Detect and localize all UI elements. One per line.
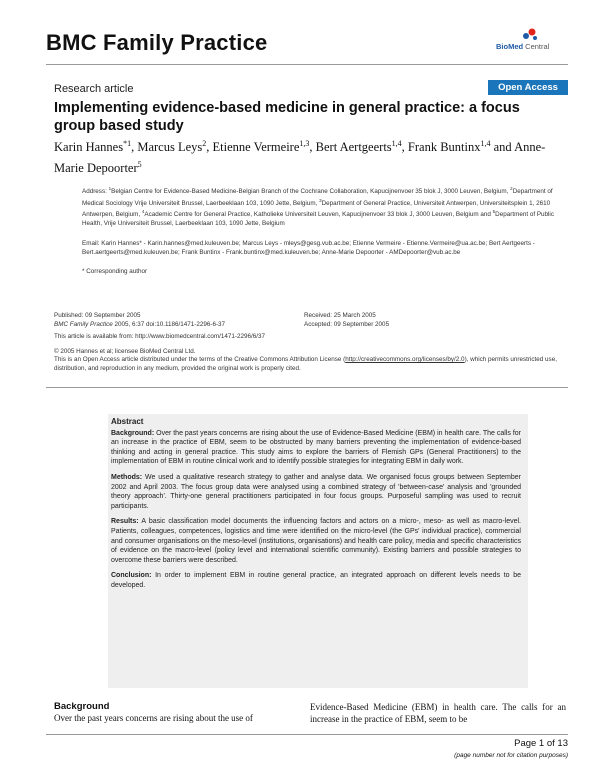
- citation: [54, 321, 304, 330]
- author-separator: ,: [206, 140, 213, 155]
- open-access-badge: Open Access: [488, 80, 568, 95]
- author-name: Etienne Vermeire: [212, 140, 300, 155]
- background-heading: Background: [54, 701, 110, 712]
- body-text-right: Evidence-Based Medicine (EBM) in health care. The calls for an increase in the practice of EBM, seem to be: [310, 702, 566, 724]
- address-label: Address:: [82, 188, 109, 196]
- abstract-results-label: Results:: [111, 518, 139, 526]
- abstract-background-text: Over the past years concerns are rising about the use of Evidence-Based Medicine (EBM) in health care. The calls for an increase in the practice of EBM, seem to be obstructed by many barriers preventing the implementation of evidence-based thinking and acting in general practice. This study aims to explore the barriers of Flemish GPs (General Practitioners) to the implementation of EBM in routine clinical work and to identify possible strategies for integrating EBM in daily work.: [111, 429, 521, 466]
- abstract-conclusion: [111, 571, 521, 590]
- author-affiliation-sup: 2: [202, 139, 207, 148]
- affiliation-number: 4: [141, 209, 145, 215]
- citation-journal: BMC Family Practice: [54, 320, 113, 328]
- logo-central-text: Central: [523, 42, 550, 51]
- affiliation-text: Department of Medical Sociology Vrije Universiteit Brussel, Laerbeeklaan 103, 1090 Jette, Belgium,: [82, 188, 553, 207]
- page-number-note: (page number not for citation purposes): [454, 752, 568, 759]
- license-text-after: ), which permits unrestricted use, distribution, and reproduction in any medium, provided the original work is properly cited.: [54, 356, 557, 372]
- author-name: Anne-Marie Depoorter: [54, 140, 546, 176]
- abstract-methods-text: We used a qualitative research strategy to gather and analyse data. We organised focus groups between September 2002 and April 2003. The focus group data were analysed using a combined strategy of 'between-case' analysis and 'grounded theory approach'. Thirty-one general practitioners participated in four focus groups. Purposeful sampling was used to recruit participants.: [111, 473, 521, 510]
- received-date: Received: 25 March 2005: [304, 312, 376, 319]
- article-title: Implementing evidence-based medicine in general practice: a focus group based study: [54, 100, 520, 134]
- pubinfo-rule: [46, 387, 568, 388]
- abstract-methods-label: Methods:: [111, 473, 143, 481]
- author-separator: ,: [131, 140, 138, 155]
- author-affiliation-sup: 1,3: [299, 139, 310, 148]
- logo-bio-text: BioMed: [496, 42, 524, 51]
- author-affiliation-sup: *1: [123, 139, 132, 148]
- author-name: Frank Buntinx: [407, 140, 481, 155]
- author-list: [54, 135, 564, 177]
- body-text-left: Over the past years concerns are rising about the use of: [54, 713, 253, 723]
- article-type-label: Research article: [54, 83, 134, 95]
- accepted-date: Accepted: 09 September 2005: [304, 320, 390, 328]
- publication-info: [54, 312, 564, 374]
- author-emails: Email: Karin Hannes* - Karin.hannes@med.kuleuven.be; Marcus Leys - mleys@gesg.vub.ac.be; Etienne Vermeire - Etienne.Vermeire@ua.ac.be; Bert Aertgeerts - Bert.aertgeerts@med.kuleuven.be; Frank Buntinx - Frank.buntinx@med.kuleuven.be; Anne-Marie Depoorter - AMDepoorter@vub.ac.be: [82, 240, 535, 256]
- author-separator: ,: [401, 140, 408, 155]
- affiliation-number: 1: [108, 186, 112, 191]
- abstract-conclusion-text: In order to implement EBM in routine general practice, an integrated approach on different levels needs to be developed.: [111, 572, 521, 589]
- abstract-heading: Abstract: [111, 417, 144, 426]
- author-addresses: [82, 185, 567, 229]
- author-name: Bert Aertgeerts: [315, 140, 392, 155]
- body-column-right: [310, 701, 566, 725]
- copyright-line: © 2005 Hannes et al; licensee BioMed Central Ltd.: [54, 347, 196, 355]
- author-name: Marcus Leys: [137, 140, 203, 155]
- affiliation-number: 3: [319, 197, 322, 203]
- abstract-background-label: Background:: [111, 429, 155, 437]
- abstract-methods: [111, 473, 521, 511]
- journal-title: BMC Family Practice: [46, 30, 268, 55]
- affiliation-text: Belgian Centre for Evidence-Based Medicine-Belgian Branch of the Cochrane Collaboration, Kapucijnenvoer 35 blok J, 3000 Leuven, Belgium,: [111, 188, 511, 196]
- license-link[interactable]: http://creativecommons.org/licenses/by/2.0: [345, 356, 465, 364]
- affiliation-text: Academic Centre for General Practice, Katholieke Universiteit Leuven, Kapucijnenvoer 33 blok J, 3000 Leuven, Belgium and: [144, 211, 493, 219]
- abstract-results: [111, 517, 521, 565]
- page-number: Page 1 of 13: [514, 738, 568, 749]
- author-separator: ,: [309, 140, 316, 155]
- abstract-conclusion-label: Conclusion:: [111, 572, 152, 580]
- published-date: Published: 09 September 2005: [54, 312, 141, 319]
- citation-details: 2005, 6:37 doi:10.1186/1471-2296-6-37: [112, 320, 226, 328]
- abstract-background: [111, 429, 521, 467]
- author-name: Karin Hannes: [54, 140, 124, 155]
- footer-rule: [46, 734, 568, 735]
- affiliation-text: Department of Public Health, Vrije Universiteit Brussel, Laerbeeklaan 103, 1090 Jette, Belgium: [82, 211, 554, 228]
- author-affiliation-sup: 1,4: [391, 139, 402, 148]
- biomed-logo-icon: [522, 27, 538, 41]
- biomed-central-logo: [496, 27, 566, 53]
- affiliation-number: 5: [492, 209, 496, 215]
- header-rule: [46, 64, 568, 65]
- license-text-before: This is an Open Access article distributed under the terms of the Creative Commons Attribution License (: [54, 356, 346, 364]
- affiliation-number: 2: [510, 186, 513, 191]
- abstract: [111, 417, 521, 597]
- license-text: [54, 356, 564, 373]
- article-url: This article is available from: http://www.biomedcentral.com/1471-2296/6/37: [54, 333, 266, 341]
- author-separator: and: [490, 140, 515, 155]
- corresponding-author-note: * Corresponding author: [82, 268, 148, 275]
- author-affiliation-sup: 5: [137, 160, 142, 170]
- abstract-results-text: A basic classification model documents the influencing factors and actors on a micro-, meso- as well as macro-level. Patients, colleagues, competences, logistics and time were identified on the micro-level (the GPs' individual practice), commercial and consumer organisations on the meso-level (institutions, organisations) and health care policy, media and specific characteristics of evidence on the macro-level (policy level and international scientific community). Existing barriers and possible strategies to overcome these barriers were described.: [111, 518, 521, 564]
- body-column-left: [54, 701, 297, 724]
- author-affiliation-sup: 1,4: [480, 139, 491, 148]
- affiliation-text: Department of General Practice, Universiteit Antwerpen, Universiteitsplein 1, 2610 Antwerpen, Belgium,: [82, 199, 551, 219]
